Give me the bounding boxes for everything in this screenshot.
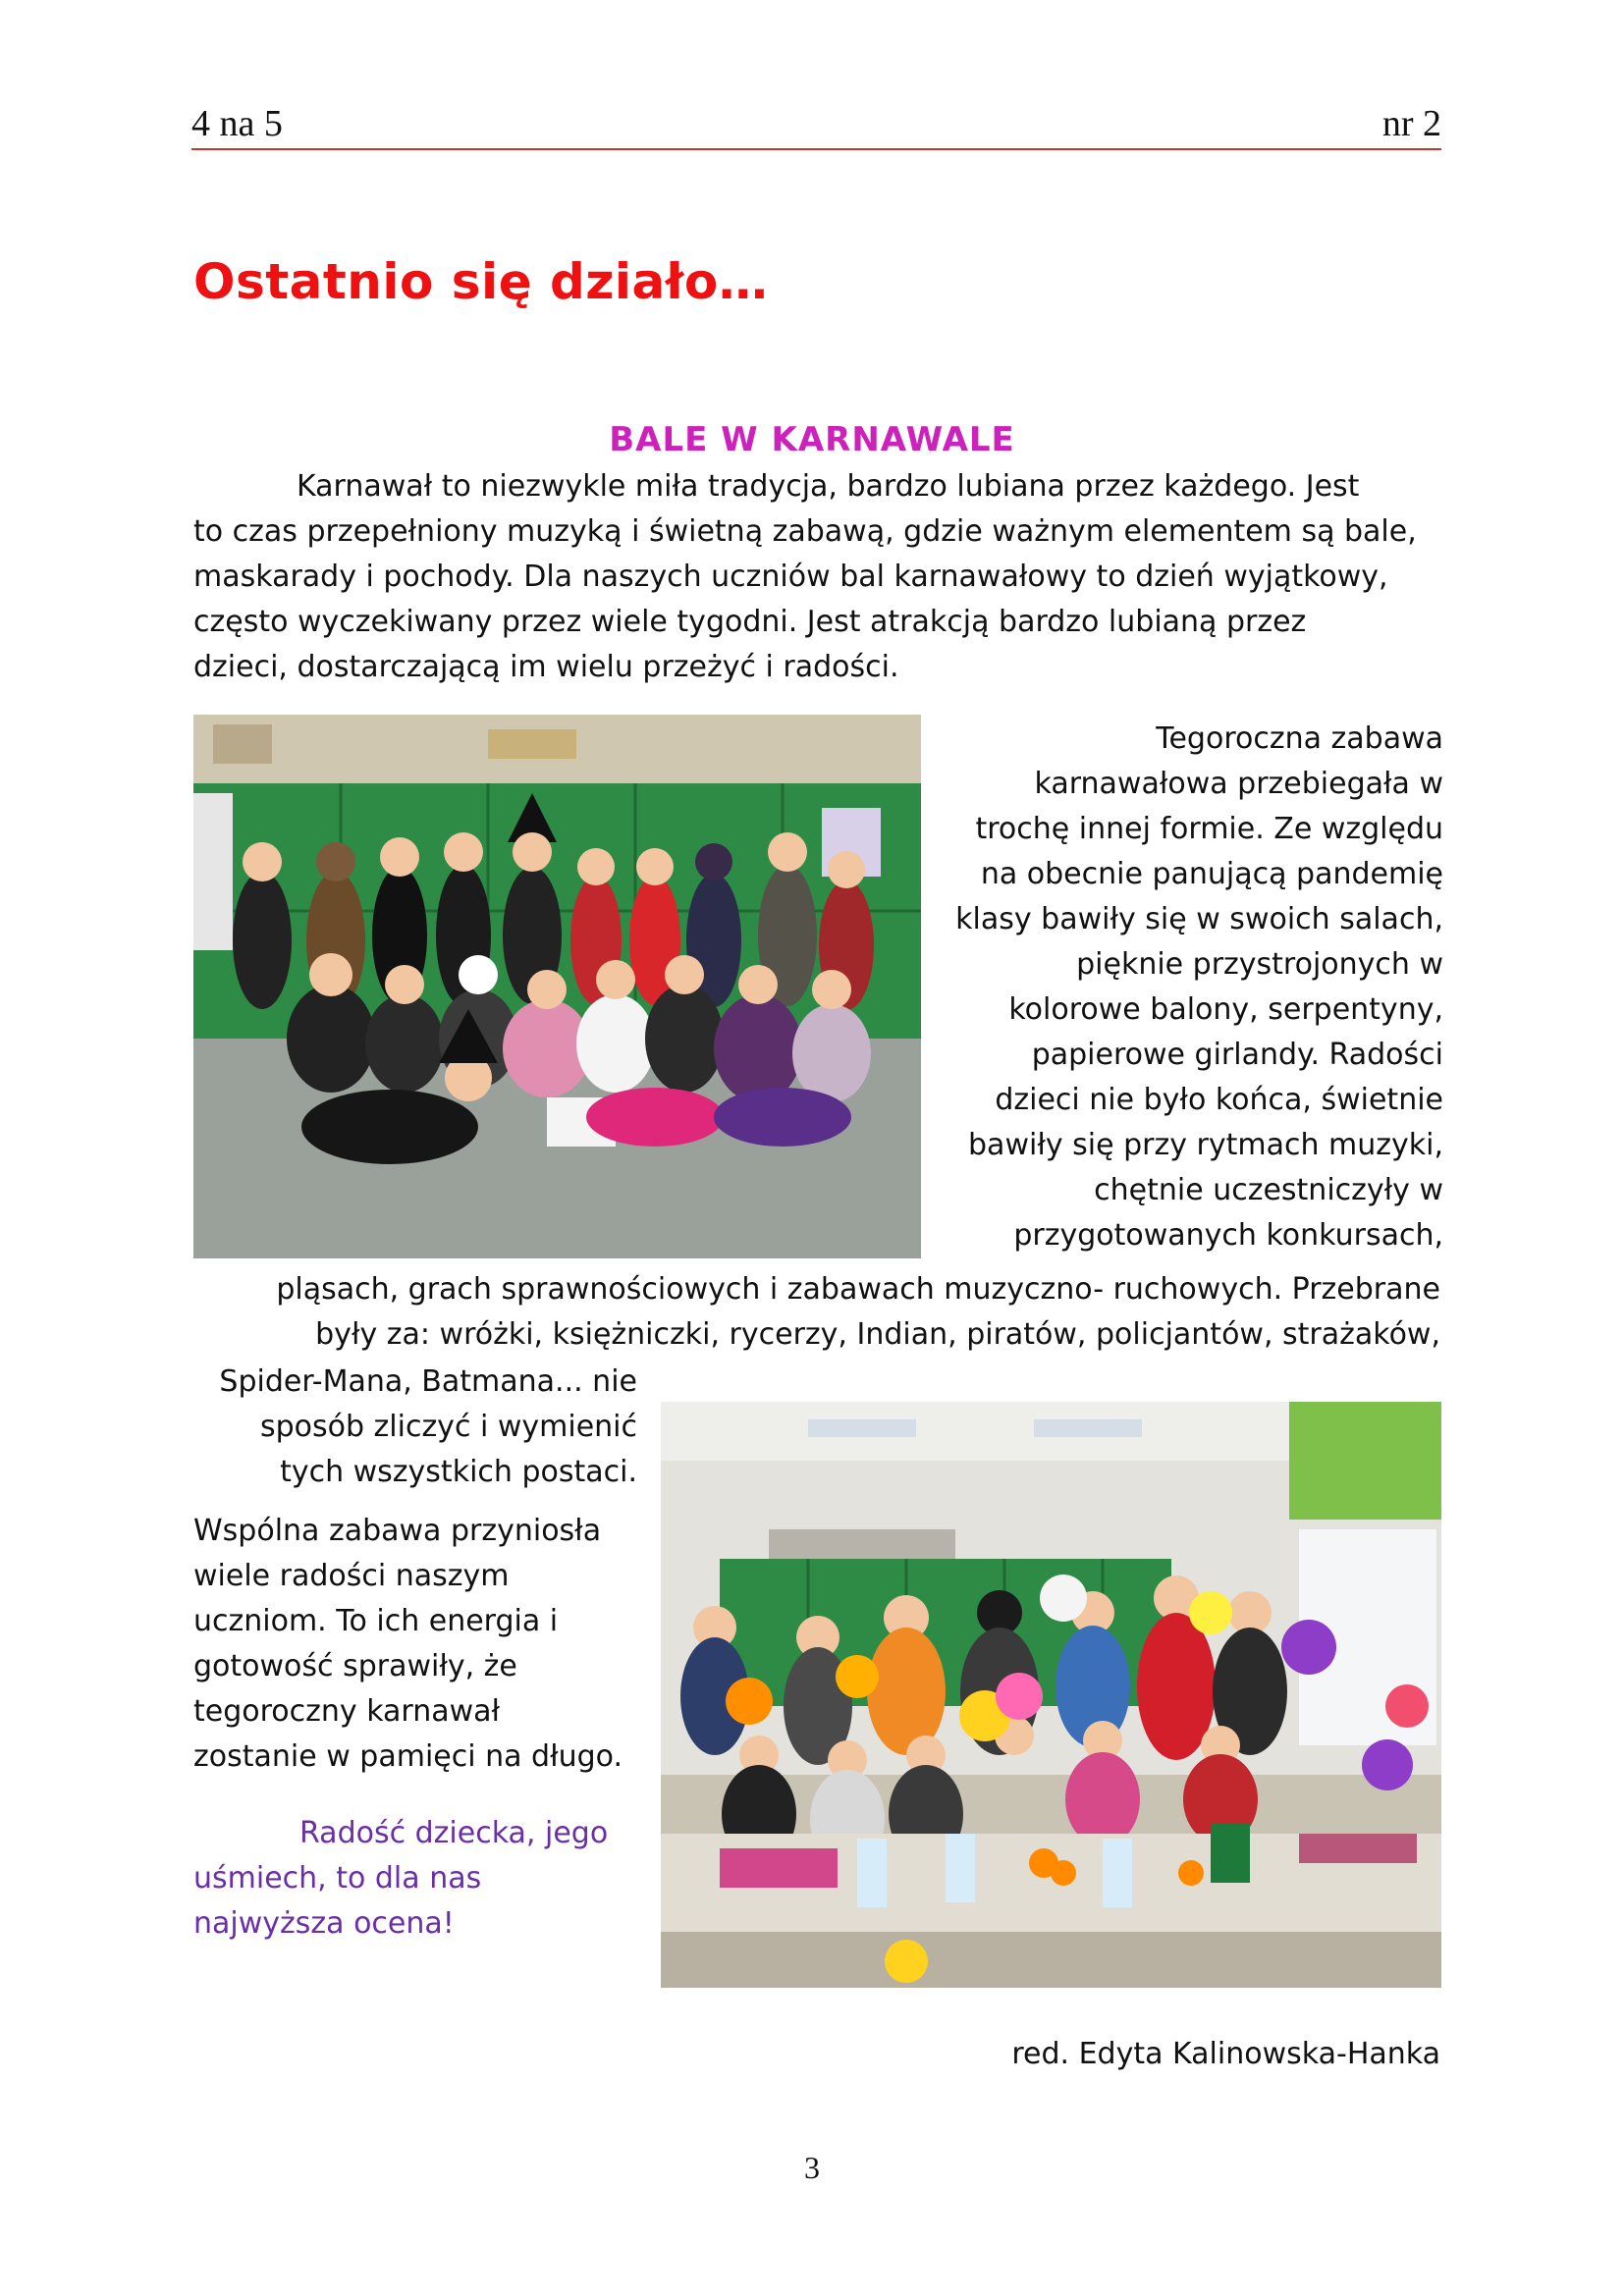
right-column-line: przygotowanych konkursach, <box>1013 1218 1443 1253</box>
left-block-line: tych wszystkich postaci. <box>280 1455 637 1489</box>
right-column-line: Tegoroczna zabawa <box>1156 721 1443 756</box>
header-divider <box>191 148 1441 150</box>
article-left-block <box>193 1360 637 1495</box>
article-intro <box>193 464 1440 690</box>
quote-line: Radość dziecka, jego <box>299 1816 609 1850</box>
closing-line: zostanie w pamięci na długo. <box>193 1739 623 1774</box>
article-continuation <box>250 1267 1440 1358</box>
article-author: red. Edyta Kalinowska-Hanka <box>1011 2037 1440 2071</box>
intro-line: dzieci, dostarczającą im wielu przeżyć i radości. <box>193 650 899 684</box>
right-column-line: chętnie uczestniczyły w <box>1094 1173 1443 1207</box>
quote-line: uśmiech, to dla nas <box>193 1861 482 1896</box>
article-right-column <box>933 717 1443 1258</box>
carnival-party-photo <box>661 1402 1441 1988</box>
right-column-line: karnawałowa przebiegała w <box>1034 767 1443 801</box>
intro-line: często wyczekiwany przez wiele tygodni. Jest atrakcją bardzo lubianą przez <box>193 605 1307 639</box>
right-column-line: dzieci nie było końca, świetnie <box>995 1083 1443 1117</box>
header-issue-title: 4 na 5 <box>191 103 283 144</box>
closing-line: uczniom. To ich energia i <box>193 1604 559 1638</box>
right-column-line: papierowe girlandy. Radości <box>1031 1038 1443 1072</box>
right-column-line: bawiły się przy rytmach muzyki, <box>968 1128 1443 1162</box>
header-issue-number: nr 2 <box>1381 103 1441 144</box>
continuation-line: pląsach, grach sprawnościowych i zabawach muzyczno- ruchowych. Przebrane <box>276 1272 1440 1307</box>
intro-line: to czas przepełniony muzyką i świetną zabawą, gdzie ważnym elementem są bale, <box>193 514 1417 549</box>
intro-line: maskarady i pochody. Dla naszych uczniów bal karnawałowy to dzień wyjątkowy, <box>193 560 1388 594</box>
closing-line: tegoroczny karnawał <box>193 1694 501 1729</box>
section-heading: Ostatnio się działo… <box>193 253 769 310</box>
right-column-line: trochę innej formie. Ze względu <box>975 812 1443 846</box>
closing-line: wiele radości naszym <box>193 1559 510 1593</box>
closing-line: gotowość sprawiły, że <box>193 1649 517 1683</box>
right-column-line: kolorowe balony, serpentyny, <box>1008 992 1443 1027</box>
article-title: BALE W KARNAWALE <box>609 420 1015 459</box>
continuation-line: były za: wróżki, księżniczki, rycerzy, Indian, piratów, policjantów, strażaków, <box>315 1317 1440 1352</box>
carnival-group-photo <box>193 715 921 1258</box>
closing-line: Wspólna zabawa przyniosła <box>193 1514 602 1548</box>
page-number: 3 <box>804 2150 820 2185</box>
right-column-line: na obecnie panującą pandemię <box>980 857 1443 891</box>
intro-line: Karnawał to niezwykle miła tradycja, bardzo lubiana przez każdego. Jest <box>297 469 1360 504</box>
left-block-line: sposób zliczyć i wymienić <box>259 1410 637 1444</box>
right-column-line: pięknie przystrojonych w <box>1076 947 1443 982</box>
quote-line: najwyższa ocena! <box>193 1906 455 1941</box>
article-closing-paragraph <box>193 1509 637 1780</box>
right-column-line: klasy bawiły się w swoich salach, <box>955 902 1443 936</box>
left-block-line: Spider-Mana, Batmana... nie <box>219 1364 637 1399</box>
article-quote <box>193 1811 637 1947</box>
